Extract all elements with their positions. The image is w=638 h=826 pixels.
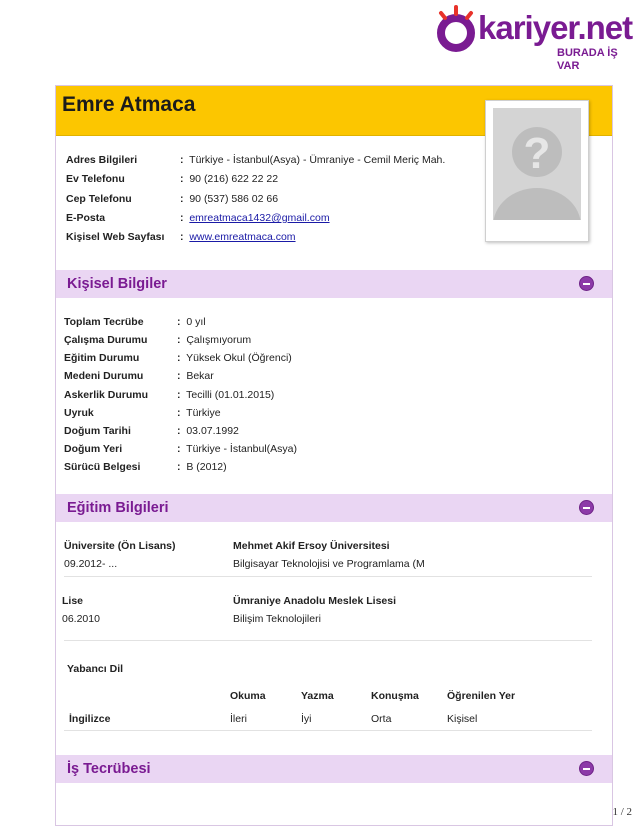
field-label: Çalışma Durumu xyxy=(64,334,148,346)
education-level: Lise xyxy=(62,595,84,607)
section-experience[interactable] xyxy=(56,755,612,783)
field-value: Bekar xyxy=(186,370,214,382)
field-value: Yüksek Okul (Öğrenci) xyxy=(186,352,292,364)
personal-row xyxy=(64,442,122,456)
personal-value: : Çalışmıyorum xyxy=(177,334,252,346)
kariyer-logo xyxy=(432,5,633,72)
personal-row xyxy=(64,315,144,329)
contact-label: E-Posta xyxy=(66,212,106,224)
field-label: Sürücü Belgesi xyxy=(64,461,141,473)
contact-row-mobile xyxy=(66,192,132,206)
personal-row xyxy=(64,424,131,438)
language-speaking: Orta xyxy=(371,713,392,725)
language-header-where: Öğrenilen Yer xyxy=(447,690,516,702)
language-reading: İleri xyxy=(230,713,247,725)
contact-row-home-phone xyxy=(66,172,125,186)
field-value: Türkiye xyxy=(186,407,221,419)
field-value: Türkiye - İstanbul(Asya) xyxy=(186,443,298,455)
contact-row-website xyxy=(66,230,164,244)
contact-label: Adres Bilgileri xyxy=(66,154,138,166)
email-link[interactable]: emreatmaca1432@gmail.com xyxy=(189,212,330,224)
section-title: İş Tecrübesi xyxy=(67,761,151,777)
personal-row xyxy=(64,333,147,347)
education-date: 09.2012- ... xyxy=(64,558,118,570)
personal-row xyxy=(64,351,139,365)
contact-value-email: : emreatmaca1432@gmail.com xyxy=(180,212,330,224)
cv-card xyxy=(55,85,613,826)
contact-value-website: : www.emreatmaca.com xyxy=(180,231,296,243)
language-header-reading: Okuma xyxy=(230,690,266,702)
personal-row xyxy=(64,406,94,420)
logo-mark-icon xyxy=(432,5,480,57)
field-label: Doğum Tarihi xyxy=(64,425,131,437)
divider xyxy=(64,576,592,577)
contact-label: Cep Telefonu xyxy=(66,193,132,205)
personal-value: : Bekar xyxy=(177,370,214,382)
field-label: Doğum Yeri xyxy=(64,443,123,455)
personal-value: : 03.07.1992 xyxy=(177,425,239,437)
language-writing: İyi xyxy=(301,713,312,725)
avatar-placeholder-icon xyxy=(493,108,581,220)
field-value: 03.07.1992 xyxy=(186,425,239,437)
field-value: B (2012) xyxy=(186,461,227,473)
collapse-icon[interactable] xyxy=(579,500,594,515)
education-school: Ümraniye Anadolu Meslek Lisesi xyxy=(233,595,397,607)
personal-value: : Yüksek Okul (Öğrenci) xyxy=(177,352,292,364)
personal-value: : Türkiye xyxy=(177,407,221,419)
field-value: Çalışmıyorum xyxy=(186,334,252,346)
personal-value: : Tecilli (01.01.2015) xyxy=(177,389,275,401)
education-level: Üniversite (Ön Lisans) xyxy=(64,540,176,552)
section-education[interactable] xyxy=(56,494,612,522)
contact-value-address: : Türkiye - İstanbul(Asya) - Ümraniye - Cemil Meriç Mah. xyxy=(180,154,446,166)
mobile-phone-value: 90 (537) 586 02 66 xyxy=(189,193,279,205)
personal-value: : B (2012) xyxy=(177,461,227,473)
contact-label: Ev Telefonu xyxy=(66,173,125,185)
website-link[interactable]: www.emreatmaca.com xyxy=(189,231,296,243)
profile-photo xyxy=(485,100,589,242)
divider xyxy=(64,640,592,641)
svg-text:?: ? xyxy=(523,129,551,178)
field-value: Tecilli (01.01.2015) xyxy=(186,389,275,401)
collapse-icon[interactable] xyxy=(579,276,594,291)
language-name: İngilizce xyxy=(69,713,111,725)
personal-value: : 0 yıl xyxy=(177,316,206,328)
home-phone-value: 90 (216) 622 22 22 xyxy=(189,173,279,185)
collapse-icon[interactable] xyxy=(579,761,594,776)
field-value: 0 yıl xyxy=(186,316,206,328)
education-department: Bilişim Teknolojileri xyxy=(233,613,321,625)
field-label: Eğitim Durumu xyxy=(64,352,140,364)
field-label: Medeni Durumu xyxy=(64,370,144,382)
contact-value-mobile: : 90 (537) 586 02 66 xyxy=(180,193,279,205)
field-label: Askerlik Durumu xyxy=(64,389,149,401)
education-date: 06.2010 xyxy=(62,613,100,625)
languages-title: Yabancı Dil xyxy=(67,663,124,675)
language-where: Kişisel xyxy=(447,713,478,725)
page-number: 1 / 2 xyxy=(612,806,632,818)
language-header-speaking: Konuşma xyxy=(371,690,419,702)
section-personal[interactable] xyxy=(56,270,612,298)
personal-row xyxy=(64,460,140,474)
field-label: Toplam Tecrübe xyxy=(64,316,144,328)
section-title: Eğitim Bilgileri xyxy=(67,500,169,516)
personal-value: : Türkiye - İstanbul(Asya) xyxy=(177,443,298,455)
personal-row xyxy=(64,369,143,383)
personal-row xyxy=(64,388,148,402)
field-label: Uyruk xyxy=(64,407,94,419)
contact-label: Kişisel Web Sayfası xyxy=(66,231,165,243)
divider xyxy=(64,730,592,731)
contact-row-email xyxy=(66,211,105,225)
language-header-writing: Yazma xyxy=(301,690,334,702)
address-value: Türkiye - İstanbul(Asya) - Ümraniye - Cemil Meriç Mah. xyxy=(189,154,446,166)
candidate-name: Emre Atmaca xyxy=(62,93,196,116)
logo-tagline: BURADA İŞ VAR xyxy=(557,47,618,72)
contact-row-address xyxy=(66,153,137,167)
contact-value-home-phone: : 90 (216) 622 22 22 xyxy=(180,173,279,185)
education-department: Bilgisayar Teknolojisi ve Programlama (M xyxy=(233,558,425,570)
section-title: Kişisel Bilgiler xyxy=(67,276,167,292)
logo-brand: kariyer.net xyxy=(478,9,633,46)
education-school: Mehmet Akif Ersoy Üniversitesi xyxy=(233,540,390,552)
